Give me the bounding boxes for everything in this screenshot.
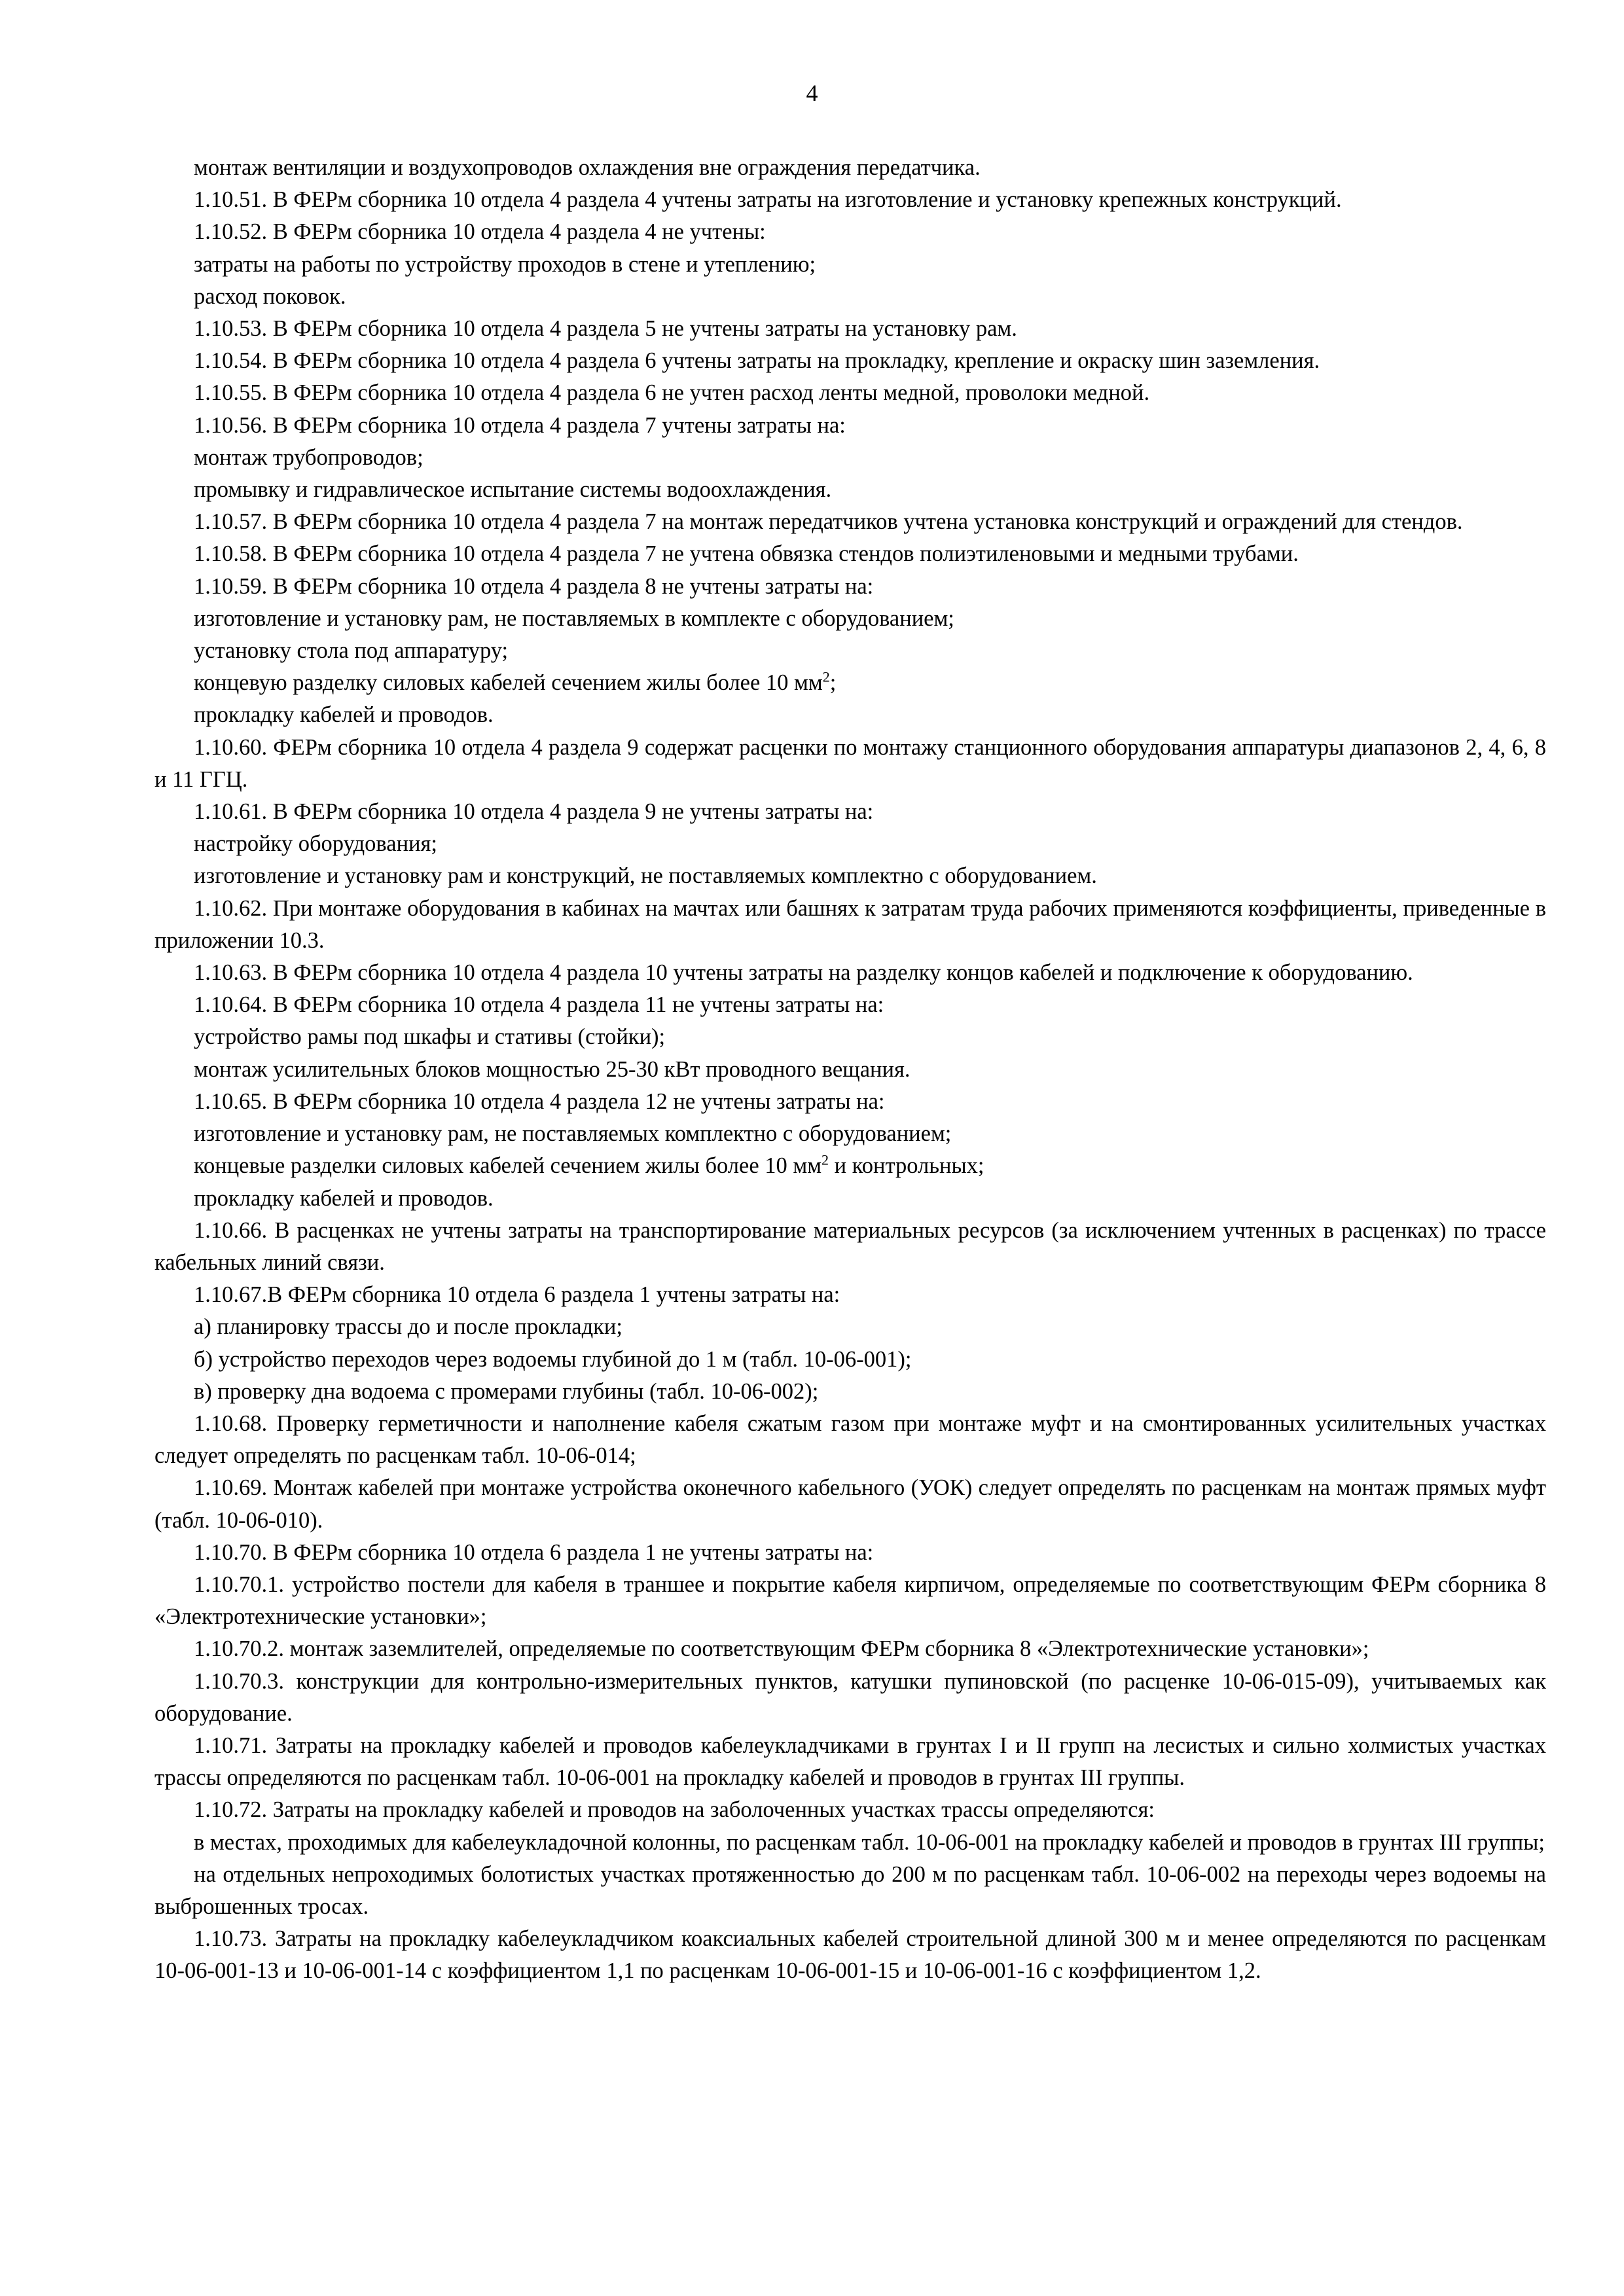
paragraph bbox=[154, 989, 1546, 1021]
paragraph-text: промывку и гидравлическое испытание системы водоохлаждения. bbox=[194, 477, 832, 503]
paragraph-text: на отдельных непроходимых болотистых участках протяженностью до 200 м по расценкам табл. 10-06-002 на переходы через водоемы на выброшенных тросах. bbox=[154, 1861, 1546, 1919]
paragraph-text: 1.10.53. В ФЕРм сборника 10 отдела 4 раздела 5 не учтены затраты на установку рам. bbox=[194, 316, 1017, 342]
paragraph-text: монтаж усилительных блоков мощностью 25-30 кВт проводного вещания. bbox=[194, 1056, 911, 1082]
paragraph-text: 1.10.67.В ФЕРм сборника 10 отдела 6 раздела 1 учтены затраты на: bbox=[194, 1282, 840, 1308]
paragraph-text: 1.10.66. В расценках не учтены затраты на транспортирование материальных ресурсов (за исключением учтенных в расценках) по трассе кабельных линий связи. bbox=[154, 1217, 1546, 1275]
paragraph bbox=[154, 216, 1546, 248]
superscript: 2 bbox=[821, 1151, 829, 1168]
paragraph-text-tail: ; bbox=[829, 670, 837, 696]
paragraph bbox=[154, 410, 1546, 442]
paragraph-text: 1.10.52. В ФЕРм сборника 10 отдела 4 раздела 4 не учтены: bbox=[194, 219, 766, 245]
paragraph-text: 1.10.59. В ФЕРм сборника 10 отдела 4 раздела 8 не учтены затраты на: bbox=[194, 573, 874, 599]
paragraph bbox=[154, 1344, 1546, 1376]
paragraph-text: установку стола под аппаратуру; bbox=[194, 638, 509, 664]
paragraph-text: 1.10.70.3. конструкции для контрольно-измерительных пунктов, катушки пупиновской (по расценке 10-06-015-09), учитываемых как оборудование. bbox=[154, 1668, 1546, 1726]
paragraph-text: 1.10.70.1. устройство постели для кабеля в траншее и покрытие кабеля кирпичом, определяемые по соответствующим ФЕРм сборника 8 «Электротехнические установки»; bbox=[154, 1571, 1546, 1630]
paragraph-text: 1.10.70. В ФЕРм сборника 10 отдела 6 раздела 1 не учтены затраты на: bbox=[194, 1539, 874, 1565]
paragraph bbox=[154, 1311, 1546, 1343]
paragraph-text: 1.10.57. В ФЕРм сборника 10 отдела 4 раздела 7 на монтаж передатчиков учтена установка конструкций и ограждений для стендов. bbox=[194, 509, 1463, 535]
paragraph bbox=[154, 1279, 1546, 1311]
paragraph-text: в местах, проходимых для кабелеукладочной колонны, по расценкам табл. 10-06-001 на прокладку кабелей и проводов в грунтах III группы; bbox=[194, 1829, 1545, 1855]
paragraph bbox=[154, 1021, 1546, 1053]
paragraph bbox=[154, 313, 1546, 345]
paragraph-text: монтаж вентиляции и воздухопроводов охлаждения вне ограждения передатчика. bbox=[194, 155, 981, 180]
paragraph bbox=[154, 1827, 1546, 1859]
paragraph-text: 1.10.55. В ФЕРм сборника 10 отдела 4 раздела 6 не учтен расход ленты медной, проволоки медной. bbox=[194, 380, 1150, 406]
paragraph bbox=[154, 377, 1546, 409]
paragraph bbox=[154, 1569, 1546, 1633]
paragraph bbox=[154, 667, 1546, 699]
paragraph bbox=[154, 1054, 1546, 1086]
paragraph-text: концевую разделку силовых кабелей сечением жилы более 10 мм bbox=[194, 670, 823, 696]
paragraph-text: изготовление и установку рам, не поставляемых в комплекте с оборудованием; bbox=[194, 605, 954, 631]
paragraph bbox=[154, 442, 1546, 474]
paragraph bbox=[154, 860, 1546, 892]
paragraph-text: 1.10.62. При монтаже оборудования в кабинах на мачтах или башнях к затратам труда рабочих применяются коэффициенты, приведенные в приложении 10.3. bbox=[154, 895, 1546, 953]
paragraph bbox=[154, 345, 1546, 377]
paragraph-text: изготовление и установку рам, не поставляемых комплектно с оборудованием; bbox=[194, 1121, 952, 1147]
paragraph bbox=[154, 1859, 1546, 1923]
paragraph bbox=[154, 474, 1546, 506]
paragraph-text: б) устройство переходов через водоемы глубиной до 1 м (табл. 10-06-001); bbox=[194, 1346, 912, 1372]
paragraph-text: 1.10.51. В ФЕРм сборника 10 отдела 4 раздела 4 учтены затраты на изготовление и установку крепежных конструкций. bbox=[194, 187, 1342, 213]
paragraph bbox=[154, 732, 1546, 796]
paragraph-text: 1.10.61. В ФЕРм сборника 10 отдела 4 раздела 9 не учтены затраты на: bbox=[194, 799, 874, 825]
paragraph-text: изготовление и установку рам и конструкций, не поставляемых комплектно с оборудованием. bbox=[194, 863, 1097, 889]
paragraph bbox=[154, 1183, 1546, 1215]
paragraph bbox=[154, 506, 1546, 538]
paragraph bbox=[154, 1086, 1546, 1118]
paragraph-text: устройство рамы под шкафы и стативы (стойки); bbox=[194, 1024, 666, 1050]
paragraph bbox=[154, 1537, 1546, 1569]
paragraph bbox=[154, 699, 1546, 731]
paragraph bbox=[154, 1794, 1546, 1826]
paragraph bbox=[154, 1150, 1546, 1182]
paragraph bbox=[154, 1472, 1546, 1536]
paragraph-text: концевые разделки силовых кабелей сечением жилы более 10 мм bbox=[194, 1153, 822, 1179]
paragraph-text: 1.10.68. Проверку герметичности и наполнение кабеля сжатым газом при монтаже муфт и на смонтированных усилительных участках следует определять по расценкам табл. 10-06-014; bbox=[154, 1410, 1546, 1469]
paragraph-text: 1.10.69. Монтаж кабелей при монтаже устройства оконечного кабельного (УОК) следует определять по расценкам на монтаж прямых муфт (табл. 10-06-010). bbox=[154, 1475, 1546, 1533]
paragraph-text: 1.10.71. Затраты на прокладку кабелей и проводов кабелеукладчиками в грунтах I и II групп на лесистых и сильно холмистых участках трассы определяются по расценкам табл. 10-06-001 на прокладку кабелей и проводов в грунтах III группы. bbox=[154, 1732, 1546, 1791]
paragraph-text: 1.10.60. ФЕРм сборника 10 отдела 4 раздела 9 содержат расценки по монтажу станционного оборудования аппаратуры диапазонов 2, 4, 6, 8 и 11 ГГЦ. bbox=[154, 734, 1546, 792]
paragraph-text: в) проверку дна водоема с промерами глубины (табл. 10-06-002); bbox=[194, 1378, 819, 1404]
paragraph bbox=[154, 152, 1546, 184]
paragraph bbox=[154, 957, 1546, 989]
paragraph-text: 1.10.63. В ФЕРм сборника 10 отдела 4 раздела 10 учтены затраты на разделку концов кабелей и подключение к оборудованию. bbox=[194, 960, 1413, 986]
paragraph-text: настройку оборудования; bbox=[194, 831, 437, 857]
paragraph bbox=[154, 1923, 1546, 1987]
paragraph bbox=[154, 538, 1546, 570]
paragraph bbox=[154, 281, 1546, 313]
superscript: 2 bbox=[822, 668, 830, 685]
paragraph bbox=[154, 635, 1546, 667]
paragraph-text: 1.10.65. В ФЕРм сборника 10 отдела 4 раздела 12 не учтены затраты на: bbox=[194, 1088, 885, 1114]
paragraph-text: а) планировку трассы до и после прокладки; bbox=[194, 1314, 623, 1340]
paragraph-text: монтаж трубопроводов; bbox=[194, 444, 424, 470]
paragraph-text: 1.10.54. В ФЕРм сборника 10 отдела 4 раздела 6 учтены затраты на прокладку, крепление и окраску шин заземления. bbox=[194, 348, 1320, 374]
paragraph-text: расход поковок. bbox=[194, 283, 346, 309]
paragraph bbox=[154, 603, 1546, 635]
paragraph bbox=[154, 249, 1546, 281]
paragraph bbox=[154, 1666, 1546, 1730]
paragraph bbox=[154, 1118, 1546, 1150]
paragraph bbox=[154, 1376, 1546, 1408]
paragraph bbox=[154, 1633, 1546, 1665]
paragraph bbox=[154, 184, 1546, 216]
paragraph-text: 1.10.72. Затраты на прокладку кабелей и проводов на заболоченных участках трассы определяются: bbox=[194, 1797, 1155, 1823]
paragraph bbox=[154, 1215, 1546, 1279]
paragraph-text: прокладку кабелей и проводов. bbox=[194, 702, 494, 728]
paragraph bbox=[154, 796, 1546, 828]
paragraph-text: 1.10.58. В ФЕРм сборника 10 отдела 4 раздела 7 не учтена обвязка стендов полиэтиленовыми и медными трубами. bbox=[194, 541, 1299, 567]
paragraph-text: 1.10.70.2. монтаж заземлителей, определяемые по соответствующим ФЕРм сборника 8 «Электротехнические установки»; bbox=[194, 1636, 1369, 1662]
paragraph-text-tail: и контрольных; bbox=[829, 1153, 984, 1179]
paragraph-text: 1.10.56. В ФЕРм сборника 10 отдела 4 раздела 7 учтены затраты на: bbox=[194, 412, 846, 438]
paragraph-text: затраты на работы по устройству проходов в стене и утеплению; bbox=[194, 251, 816, 277]
document-body bbox=[154, 152, 1546, 1988]
page-number: 4 bbox=[806, 80, 818, 106]
paragraph bbox=[154, 893, 1546, 957]
paragraph-text: прокладку кабелей и проводов. bbox=[194, 1185, 494, 1211]
paragraph bbox=[154, 571, 1546, 603]
paragraph bbox=[154, 828, 1546, 860]
paragraph bbox=[154, 1730, 1546, 1794]
paragraph-text: 1.10.64. В ФЕРм сборника 10 отдела 4 раздела 11 не учтены затраты на: bbox=[194, 992, 884, 1018]
paragraph-text: 1.10.73. Затраты на прокладку кабелеукладчиком коаксиальных кабелей строительной длиной 300 м и менее определяются по расценкам 10-06-001-13 и 10-06-001-14 с коэффициентом 1,1 по расценкам 10-06-001-15 и 10-06-001-16 с коэффициентом 1,2. bbox=[154, 1926, 1546, 1984]
paragraph bbox=[154, 1408, 1546, 1472]
